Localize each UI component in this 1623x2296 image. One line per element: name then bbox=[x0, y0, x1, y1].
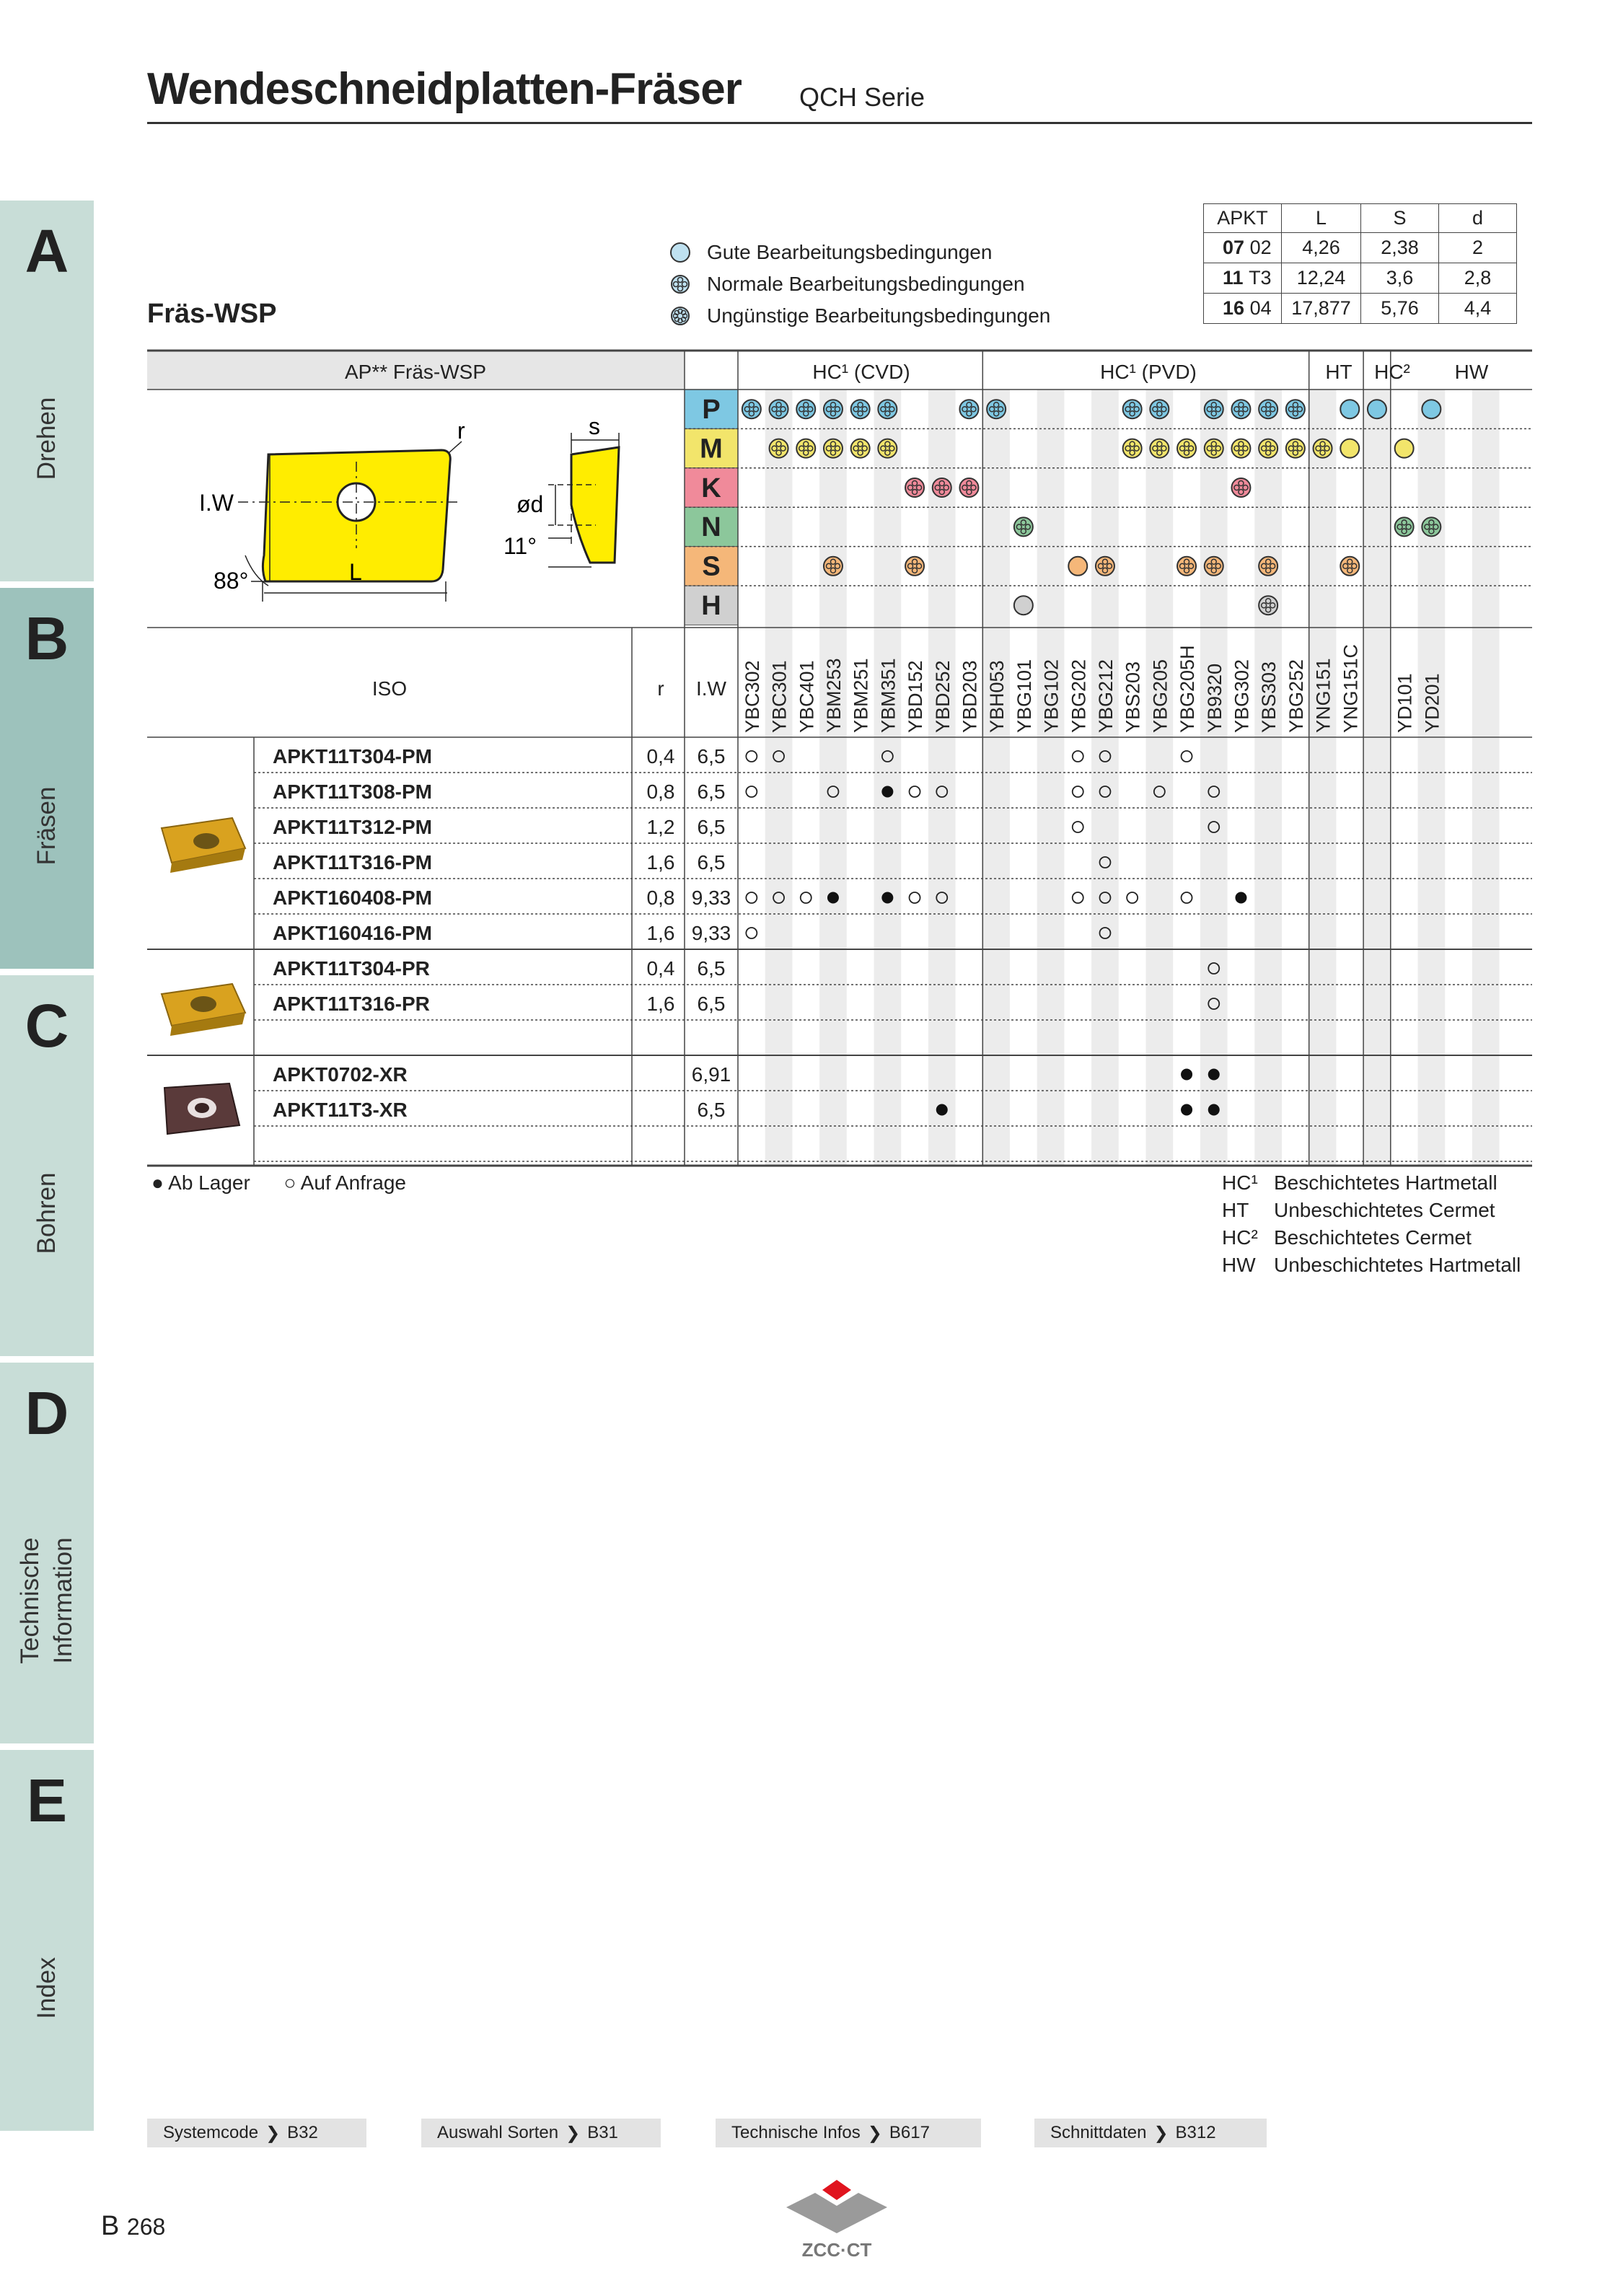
request-circle-icon bbox=[746, 892, 757, 903]
insert-image-pm bbox=[162, 818, 245, 873]
normal-flower-icon bbox=[1286, 400, 1305, 418]
normal-flower-icon bbox=[1123, 400, 1142, 418]
request-circle-icon bbox=[746, 928, 757, 938]
good-circle-icon bbox=[1014, 596, 1033, 615]
normal-flower-icon bbox=[1096, 557, 1114, 576]
abbr-code: HT bbox=[1222, 1199, 1249, 1221]
nav-ref: B312 bbox=[1175, 2123, 1216, 2142]
grade-name: YBD252 bbox=[931, 660, 954, 733]
request-circle-icon bbox=[1127, 892, 1138, 903]
suitability-circle bbox=[1422, 400, 1441, 418]
iso-code: APKT11T308-PM bbox=[273, 780, 432, 803]
column-stripe bbox=[1309, 390, 1337, 1166]
tab-label: Fräsen bbox=[32, 786, 61, 866]
good-circle-icon bbox=[1368, 400, 1386, 418]
dim-l: 17,877 bbox=[1282, 294, 1361, 324]
dim-header: L bbox=[1282, 204, 1361, 233]
request-circle-icon bbox=[1182, 892, 1192, 903]
normal-flower-icon bbox=[824, 439, 843, 458]
normal-flower-icon bbox=[1231, 400, 1250, 418]
material-letter: M bbox=[700, 434, 723, 465]
column-stripe bbox=[1418, 390, 1446, 1166]
dim-d: 4,4 bbox=[1439, 294, 1517, 324]
stock-dot-icon bbox=[1181, 1069, 1192, 1081]
normal-flower-icon bbox=[1259, 439, 1277, 458]
dim-l: 4,26 bbox=[1282, 233, 1361, 263]
nav-label: Technische Infos bbox=[731, 2123, 861, 2142]
iso-code: APKT160408-PM bbox=[273, 887, 432, 909]
grade-name: YBH053 bbox=[986, 660, 1008, 733]
iw-value: 6,91 bbox=[691, 1063, 731, 1086]
r-header: r bbox=[657, 677, 664, 700]
iso-code: APKT11T312-PM bbox=[273, 816, 432, 838]
nav-technische-infos[interactable] bbox=[716, 2119, 981, 2147]
column-stripe bbox=[1363, 390, 1391, 1166]
abbr-code: HC² bbox=[1222, 1226, 1258, 1249]
stock-dot-icon bbox=[881, 892, 893, 904]
dim-header: d bbox=[1439, 204, 1517, 233]
normal-flower-icon bbox=[1259, 557, 1277, 576]
drawing-label-l: L bbox=[349, 559, 362, 585]
stock-dot-icon: ● bbox=[151, 1171, 164, 1194]
normal-flower-icon bbox=[1205, 400, 1223, 418]
column-stripe bbox=[874, 390, 902, 1166]
column-stripe bbox=[1037, 390, 1065, 1166]
iw-value: 6,5 bbox=[697, 957, 726, 980]
tab-letter: D bbox=[25, 1379, 69, 1447]
grade-name: YNG151C bbox=[1340, 643, 1362, 733]
grade-name: YBC302 bbox=[741, 660, 763, 733]
iso-code: APKT11T304-PR bbox=[273, 957, 430, 980]
tab-letter: C bbox=[25, 992, 69, 1060]
normal-flower-icon bbox=[770, 400, 788, 418]
normal-flower-icon bbox=[959, 478, 978, 497]
grade-name: YBG302 bbox=[1231, 659, 1253, 733]
stock-dot-icon bbox=[827, 892, 839, 904]
material-letter: N bbox=[701, 512, 721, 543]
column-stripe bbox=[928, 390, 956, 1166]
grade-name: YBG252 bbox=[1285, 659, 1307, 733]
normal-flower-icon bbox=[878, 439, 897, 458]
nav-systemcode[interactable] bbox=[147, 2119, 366, 2147]
dim-d: 2 bbox=[1439, 233, 1517, 263]
iw-value: 9,33 bbox=[691, 887, 731, 909]
header-ht-label: HT bbox=[1325, 361, 1352, 383]
tab-label: Bohren bbox=[32, 1172, 61, 1254]
drawing-label-s: s bbox=[589, 413, 600, 439]
header-cvd-label: HC¹ (CVD) bbox=[812, 361, 910, 383]
stock-dot-icon bbox=[1181, 1104, 1192, 1116]
radius-value: 1,6 bbox=[646, 922, 675, 944]
normal-flower-icon bbox=[1150, 400, 1169, 418]
request-label: Auf Anfrage bbox=[300, 1171, 406, 1194]
normal-flower-icon bbox=[742, 400, 761, 418]
abbr-text: Beschichtetes Cermet bbox=[1274, 1226, 1472, 1249]
iso-code: APKT160416-PM bbox=[273, 922, 432, 944]
grade-name: YBD203 bbox=[959, 660, 981, 733]
tab-label: Technische Information bbox=[16, 1537, 77, 1664]
normal-flower-icon bbox=[824, 400, 843, 418]
good-circle-icon bbox=[1395, 439, 1414, 458]
chevron-right-icon: ❯ bbox=[1153, 2123, 1169, 2143]
abbr-row bbox=[1222, 1254, 1521, 1277]
abbr-row bbox=[1222, 1199, 1495, 1222]
column-stripe bbox=[1200, 390, 1228, 1166]
material-letter: S bbox=[702, 551, 721, 582]
normal-flower-icon bbox=[1014, 517, 1033, 536]
header-pvd-label: HC¹ (PVD) bbox=[1100, 361, 1197, 383]
iso-code: APKT0702-XR bbox=[273, 1063, 408, 1086]
normal-flower-icon bbox=[1422, 517, 1441, 536]
stock-dot-icon bbox=[936, 1104, 948, 1116]
abbr-text: Unbeschichtetes Hartmetall bbox=[1274, 1254, 1521, 1276]
request-circle-icon bbox=[910, 892, 920, 903]
column-stripe bbox=[982, 390, 1010, 1166]
radius-value: 1,2 bbox=[646, 816, 675, 838]
iso-header: ISO bbox=[371, 677, 408, 700]
dim-d: 2,8 bbox=[1439, 263, 1517, 294]
stock-dot-icon bbox=[1235, 892, 1246, 904]
stock-label: Ab Lager bbox=[168, 1171, 250, 1194]
iw-value: 9,33 bbox=[691, 922, 731, 944]
radius-value: 0,8 bbox=[646, 780, 675, 803]
normal-flower-icon bbox=[1205, 439, 1223, 458]
normal-flower-icon bbox=[1259, 596, 1277, 615]
material-letter: P bbox=[702, 395, 721, 425]
request-circle-icon bbox=[1073, 751, 1083, 762]
iso-code: APKT11T316-PM bbox=[273, 851, 432, 874]
request-circle-icon bbox=[1182, 751, 1192, 762]
grade-name: YBC301 bbox=[768, 660, 791, 733]
normal-flower-icon bbox=[1314, 439, 1332, 458]
iso-code: APKT11T316-PR bbox=[273, 993, 430, 1015]
dim-code: 07 02 bbox=[1204, 233, 1282, 263]
abbr-row bbox=[1222, 1226, 1472, 1249]
insert-image-pr bbox=[162, 984, 245, 1036]
iw-value: 6,5 bbox=[697, 816, 726, 838]
grade-name: YBG202 bbox=[1068, 659, 1090, 733]
tab-letter: B bbox=[25, 604, 69, 672]
chevron-right-icon: ❯ bbox=[265, 2123, 281, 2143]
zcc-logo bbox=[786, 2180, 887, 2261]
normal-flower-icon bbox=[1395, 517, 1414, 536]
normal-flower-icon bbox=[933, 478, 951, 497]
nav-schnittdaten[interactable] bbox=[1034, 2119, 1267, 2147]
section-title: Fräs-WSP bbox=[147, 299, 277, 329]
nav-label: Systemcode bbox=[163, 2123, 259, 2142]
iw-value: 6,5 bbox=[697, 745, 726, 767]
normal-flower-icon bbox=[1231, 439, 1250, 458]
radius-value: 1,6 bbox=[646, 851, 675, 874]
normal-flower-icon bbox=[1340, 557, 1359, 576]
drawing-label-angle2: 11° bbox=[503, 533, 537, 559]
request-circle-icon bbox=[801, 892, 812, 903]
request-circle-icon bbox=[910, 786, 920, 797]
normal-flower-icon bbox=[1123, 439, 1142, 458]
iw-value: 6,5 bbox=[697, 993, 726, 1015]
tab-label: Index bbox=[32, 1957, 61, 2019]
normal-flower-icon bbox=[1177, 557, 1196, 576]
abbr-code: HW bbox=[1222, 1254, 1256, 1276]
grade-name: YBM351 bbox=[877, 658, 900, 733]
stock-dot-icon bbox=[1208, 1104, 1220, 1116]
iw-header: I.W bbox=[696, 677, 726, 700]
normal-flower-icon bbox=[770, 439, 788, 458]
request-circle-icon bbox=[1073, 786, 1083, 797]
stock-dot-icon bbox=[1208, 1069, 1220, 1081]
drawing-label-iw: I.W bbox=[199, 490, 234, 516]
normal-flower-icon bbox=[1177, 439, 1196, 458]
column-stripe bbox=[1146, 390, 1174, 1166]
suitability-circle bbox=[1340, 400, 1359, 418]
tab-label: Drehen bbox=[32, 397, 61, 480]
normal-flower-icon bbox=[1286, 439, 1305, 458]
nav-ref: B32 bbox=[287, 2123, 318, 2142]
grade-name: YD201 bbox=[1421, 673, 1443, 733]
dim-l: 12,24 bbox=[1282, 263, 1361, 294]
normal-flower-icon bbox=[1150, 439, 1169, 458]
availability-legend bbox=[151, 1171, 406, 1195]
iw-value: 6,5 bbox=[697, 1099, 726, 1121]
normal-flower-icon bbox=[824, 557, 843, 576]
grade-name: YBG102 bbox=[1040, 659, 1063, 733]
abbr-text: Unbeschichtetes Cermet bbox=[1274, 1199, 1495, 1221]
suitability-circle bbox=[1014, 596, 1033, 615]
chevron-right-icon: ❯ bbox=[867, 2123, 882, 2143]
normal-flower-icon bbox=[878, 400, 897, 418]
good-circle-icon bbox=[1068, 557, 1087, 576]
column-stripe bbox=[765, 390, 793, 1166]
grade-name: YNG151 bbox=[1312, 658, 1334, 733]
dim-s: 2,38 bbox=[1361, 233, 1439, 263]
page-subtitle: QCH Serie bbox=[799, 82, 925, 112]
iw-value: 6,5 bbox=[697, 851, 726, 874]
normal-flower-icon bbox=[796, 439, 815, 458]
nav-auswahl-sorten[interactable] bbox=[421, 2119, 661, 2147]
grade-name: YD101 bbox=[1394, 673, 1416, 733]
header-left-label: AP** Fräs-WSP bbox=[344, 361, 487, 383]
normal-flower-icon bbox=[1205, 557, 1223, 576]
normal-flower-icon bbox=[851, 400, 870, 418]
radius-value: 0,4 bbox=[646, 745, 675, 767]
drawing-label-angle: 88° bbox=[214, 568, 249, 594]
legend-text: Gute Bearbeitungsbedingungen bbox=[707, 241, 993, 263]
grade-name: YBM253 bbox=[822, 658, 845, 733]
abbr-text: Beschichtetes Hartmetall bbox=[1274, 1171, 1497, 1194]
iso-code: APKT11T304-PM bbox=[273, 745, 432, 767]
chevron-right-icon: ❯ bbox=[566, 2123, 581, 2143]
normal-flower-icon bbox=[851, 439, 870, 458]
good-circle-icon bbox=[1340, 439, 1359, 458]
tab-letter: A bbox=[25, 217, 69, 285]
legend-text: Normale Bearbeitungsbedingungen bbox=[707, 273, 1025, 295]
normal-flower-icon bbox=[905, 557, 924, 576]
request-circle-icon bbox=[1073, 892, 1083, 903]
radius-value: 1,6 bbox=[646, 993, 675, 1015]
grade-name: YBS203 bbox=[1122, 661, 1144, 733]
page-number: B 268 bbox=[101, 2211, 166, 2241]
column-stripe bbox=[819, 390, 847, 1166]
nav-label: Auswahl Sorten bbox=[437, 2123, 559, 2142]
dim-header: S bbox=[1361, 204, 1439, 233]
normal-flower-icon bbox=[796, 400, 815, 418]
column-stripe bbox=[1091, 390, 1119, 1166]
stock-dot-icon bbox=[881, 786, 893, 798]
dim-code: 11 T3 bbox=[1204, 263, 1282, 294]
abbr-row bbox=[1222, 1171, 1497, 1195]
grade-name: YBG212 bbox=[1094, 659, 1117, 733]
page-title: Wendeschneidplatten-Fräser bbox=[147, 64, 742, 114]
radius-value: 0,8 bbox=[646, 887, 675, 909]
grade-name: YB9320 bbox=[1203, 663, 1226, 733]
grade-name: YBM251 bbox=[850, 658, 872, 733]
header-hw-label: HW bbox=[1454, 361, 1489, 383]
drawing-label-r: r bbox=[457, 418, 465, 444]
column-stripe bbox=[1472, 390, 1500, 1166]
grade-name: YBD152 bbox=[905, 660, 927, 733]
legend-text: Ungünstige Bearbeitungsbedingungen bbox=[707, 304, 1051, 327]
grade-name: YBG205 bbox=[1149, 659, 1171, 733]
normal-flower-icon bbox=[959, 400, 978, 418]
grade-name: YBG101 bbox=[1013, 659, 1035, 733]
material-letter: K bbox=[701, 472, 721, 503]
iso-code: APKT11T3-XR bbox=[273, 1099, 408, 1121]
header-hc2-label: HC² bbox=[1374, 361, 1410, 383]
suitability-circle bbox=[1395, 439, 1414, 458]
nav-ref: B617 bbox=[889, 2123, 930, 2142]
dim-s: 5,76 bbox=[1361, 294, 1439, 324]
insert-drawing-top bbox=[199, 418, 465, 602]
column-stripe bbox=[1254, 390, 1282, 1166]
tab-letter: E bbox=[26, 1767, 68, 1834]
dim-code: 16 04 bbox=[1204, 294, 1282, 324]
nav-label: Schnittdaten bbox=[1050, 2123, 1147, 2142]
good-circle-icon bbox=[1422, 400, 1441, 418]
request-circle-icon bbox=[746, 751, 757, 762]
normal-flower-icon bbox=[1259, 400, 1277, 418]
request-circle-icon bbox=[746, 786, 757, 797]
suitability-circle bbox=[1368, 400, 1386, 418]
grade-name: YBC401 bbox=[796, 660, 818, 733]
logo-text: ZCC·CT bbox=[801, 2239, 872, 2261]
dim-s: 3,6 bbox=[1361, 263, 1439, 294]
iw-value: 6,5 bbox=[697, 780, 726, 803]
grade-name: YBS303 bbox=[1258, 661, 1280, 733]
normal-flower-icon bbox=[905, 478, 924, 497]
insert-drawing-side bbox=[503, 413, 619, 567]
normal-flower-icon bbox=[1231, 478, 1250, 497]
suitability-circle bbox=[1340, 439, 1359, 458]
grade-name: YBG205H bbox=[1176, 645, 1199, 733]
good-circle-icon bbox=[1340, 400, 1359, 418]
request-circle-icon: ○ bbox=[283, 1171, 296, 1194]
material-letter: H bbox=[701, 591, 721, 621]
dim-header: APKT bbox=[1204, 204, 1282, 233]
radius-value: 0,4 bbox=[646, 957, 675, 980]
insert-image-xr bbox=[164, 1083, 239, 1134]
drawing-label-d: ød bbox=[516, 491, 544, 517]
request-circle-icon bbox=[1073, 822, 1083, 832]
abbr-code: HC¹ bbox=[1222, 1171, 1258, 1194]
nav-ref: B31 bbox=[587, 2123, 618, 2142]
normal-flower-icon bbox=[987, 400, 1006, 418]
suitability-circle bbox=[1068, 557, 1087, 576]
